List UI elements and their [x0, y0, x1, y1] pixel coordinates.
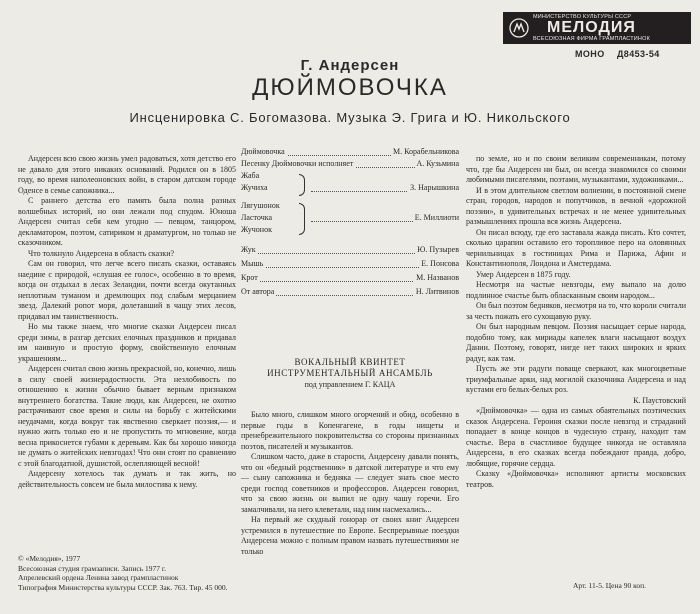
paragraph: Было много, слишком много огорчений и обид, особенно в первые годы в Копенгагене, в годы нищеты и пренебрежительного покровительства со стороны признанных поэтов, писателей и музыкантов.	[241, 410, 459, 451]
paragraph: Он был поэтом бедняков, несмотря на то, что короли считали за честь пожать его сухощавую руку.	[466, 301, 686, 321]
paragraph: Но мы также знаем, что многие сказки Андерсен писал среди зимы, в разгар детских елочных праздников и придавал им наивную и простую форму, свойственную елочным украшениям...	[18, 322, 236, 363]
cast-row	[241, 159, 459, 171]
melodiya-emblem-icon	[509, 18, 529, 38]
paragraph: Пусть же эти радуги поваще сверкают, как многоцветные триумфальные арки, над могилой сказочника Андерсена и над кустами его белых-белых роз.	[466, 364, 686, 394]
cast-row	[241, 171, 296, 183]
catalog-number: Д8453-54	[617, 49, 660, 59]
cast-role: Ласточка	[241, 213, 273, 222]
brand-name: МЕЛОДИЯ	[547, 19, 636, 36]
imprint-line: © «Мелодия», 1977	[18, 554, 81, 563]
cast-row	[311, 183, 459, 195]
cast-role: Дюймовочка	[241, 147, 285, 156]
cast-row	[241, 213, 296, 225]
ensemble-conductor: под управлением Г. КАЦА	[304, 380, 396, 389]
cast-role: Жаба	[241, 171, 260, 180]
melodiya-logo	[503, 12, 691, 44]
cast-actor: М. Корабельникова	[392, 147, 459, 156]
cast-role: Жучонок	[241, 225, 272, 234]
cast-row	[241, 147, 459, 159]
cast-role: Крот	[241, 273, 258, 282]
paragraph: Он был народным певцом. Поэзия насыщает серые народа, подобно тому, как мириады капелек влаги насыщают воздух Дании. Поэтому, говорят, нигде нет таких широких и ярких радуг, как там.	[466, 322, 686, 363]
cast-list	[241, 147, 459, 357]
paragraph: На первый же скудный гонорар от своих книг Андерсен устремился в путешествие по Европе. Беспрерывные поездки Андерсена можно с полным правом назвать путешествиями не только	[241, 515, 459, 556]
cast-actor: З. Нарышкина	[410, 183, 459, 192]
cast-actor: Н. Литвинов	[415, 287, 459, 296]
paragraph: И в этом длительном светлом волнении, в постоянной смене стран, городов, народов и попутчиков, в вечной «дорожной поэзии», в удивительных встречах и не менее удивительных размышлениях прошла вся жизнь Андерсена.	[466, 185, 686, 226]
paragraph: Андерсен считал свою жизнь прекрасной, но, конечно, лишь в силу своей жизнерадостности. Эта незлобивость по отношению к жизни обычно бывает верным признаком внутреннего богатства. Такие люди, как Андерсен, не охотно растрачивают свое время и силы на борьбу с житейскими неудачами, когда вокруг так явственно сверкает поэзия,— и нужно жить только ею и не пропустить то мгновение, когда весна прикоснется губами к деревьям. Как бы хорошо никогда не думать о житейских невзгодах! Что они стоят по сравнению с этой благодатной, душистой, ослепляющей весной!	[18, 364, 236, 468]
paragraph: Слишком часто, даже в старости, Андерсену давали понять, что он «бедный родственник» в датской литературе и что ему — сыну сапожника и бедняка — следует знать свое место среди господ советников и профессоров. Андерсен говорил, что за свою жизнь он выпил не одну чашу горечи. Его замалчивали, на него клеветали, над ним насмехались...	[241, 452, 459, 514]
brace-icon	[299, 203, 305, 235]
title: ДЮЙМОВОЧКА	[252, 74, 448, 101]
cast-role: Лягушонок	[241, 201, 280, 210]
cast-row	[241, 201, 296, 213]
brace-icon	[299, 174, 305, 196]
cast-actor: А. Кузьмина	[416, 159, 459, 168]
cast-actor: Е. Понсова	[421, 259, 459, 268]
paragraph: Он писал всюду, где его заставала жажда писать. Кто сочтет, сколько царапин оставило его торопливое перо на оловянных чернильницах в гостиницах Рима и Парижа, Афин и Константинополя, Лондона и Амстердама.	[466, 227, 686, 268]
credit-line: Инсценировка С. Богомазова. Музыка Э. Грига и Ю. Никольского	[129, 110, 571, 125]
signature: К. Паустовский	[633, 395, 686, 405]
imprint	[18, 554, 227, 592]
cast-row	[241, 287, 459, 299]
paragraph: «Дюймовочка» — одна из самых обаятельных поэтических сказок Андерсена. Героиня сказки после невзгод и страданий попадает в конце концов в чудесную страну, находит там счастье. Вера в счастливое будущее никогда не оставляла Андерсена, в его сказках всегда побеждают правда, добро, любящие, горячие сердца.	[466, 406, 686, 468]
imprint-line: Типография Министерства культуры СССР. Зак. 763. Тир. 45 000.	[18, 582, 228, 592]
ensemble-line: ИНСТРУМЕНТАЛЬНЫЙ АНСАМБЛЬ	[267, 368, 433, 378]
paragraph: Несмотря на частые невзгоды, ему выпало на долю подлинное счастье быть обласканным своим народом...	[466, 280, 686, 300]
cast-actor: Ю. Пузырев	[417, 245, 459, 254]
cast-row	[241, 245, 459, 257]
company-label: ВСЕСОЮЗНАЯ ФИРМА ГРАМПЛАСТИНОК	[533, 36, 650, 42]
paragraph: Сам он говорил, что легче всего писать сказки, оставаясь наедине с природой, «слушая ее голос», особенно в то время, когда он отдыхал в лесах Зеландии, почти всегда окутанных неплотным туманом и дремлющих под слабым мерцанием звезд. Далекий ропот моря, долетавший в чащу этих лесов, придавал им таинственность.	[18, 259, 236, 321]
cast-row	[311, 213, 459, 225]
cast-row	[241, 183, 296, 195]
paragraph: С раннего детства его память была полна разных волшебных историй, но они лежали под спудом. Юноша Андерсен считал себя кем угодно — певцом, танцором, декламатором, поэтом, сатириком и драматургом, но только не сказочником.	[18, 196, 236, 247]
cast-row	[241, 259, 459, 271]
imprint-line: Всесоюзная студия грамзаписи. Запись 1977 г.	[18, 563, 167, 573]
paragraph: Что толкнуло Андерсена в область сказки?	[28, 248, 175, 258]
paragraph: Сказку «Дюймовочка» исполняют артисты московских театров.	[466, 469, 686, 489]
cast-role: Жук	[241, 245, 256, 254]
cast-role: От автора	[241, 287, 275, 296]
cast-role: Жучиха	[241, 183, 268, 192]
cast-role: Мышь	[241, 259, 264, 268]
text-column-2	[241, 410, 459, 556]
format-label: МОНО	[575, 49, 605, 59]
price-label: Арт. 11-5. Цена 90 коп.	[573, 581, 646, 590]
cast-actor: М. Названов	[416, 273, 459, 282]
text-column-3	[466, 154, 686, 518]
paragraph: Андерсену хотелось так думать и так жить, но действительность совсем не была милостива к нему.	[18, 469, 236, 489]
ministry-label: МИНИСТЕРСТВО КУЛЬТУРЫ СССР	[533, 14, 632, 20]
cast-row	[241, 225, 296, 237]
ensemble-line: ВОКАЛЬНЫЙ КВИНТЕТ	[294, 357, 406, 367]
author: Г. Андерсен	[300, 57, 400, 74]
cast-row	[241, 273, 459, 285]
cast-role: Песенку Дюймовочки исполняет	[241, 159, 354, 168]
cast-actor: Е. Миллиоти	[414, 213, 459, 222]
imprint-line: Апрелевский ордена Ленина завод грампластинок	[18, 573, 179, 582]
text-column-1	[18, 154, 236, 530]
ensemble-credit	[241, 357, 459, 390]
paragraph: по земле, но и по своим великим современникам, потому что, где бы Андерсен ни был, он всегда знакомился со своими любимыми писателями, поэтами, музыкантами, художниками...	[466, 154, 686, 184]
paragraph: Андерсен всю свою жизнь умел радоваться, хотя детство его не давало для этого никаких оснований. Родился он в 1805 году, во время наполеоновских войн, в старом датском городе Оденсе в семье сапожника...	[18, 154, 236, 195]
paragraph: Умер Андерсен в 1875 году.	[476, 269, 571, 279]
